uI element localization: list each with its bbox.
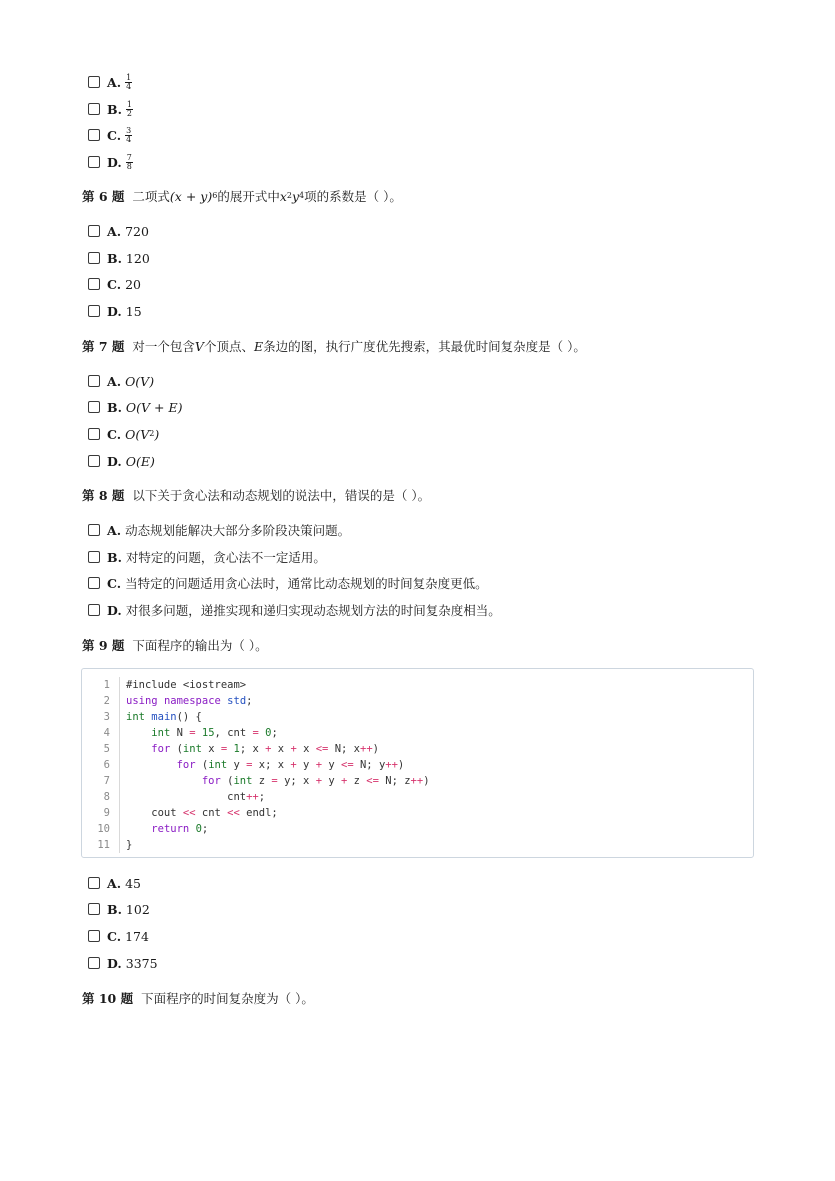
q7-option-d[interactable]: D. O(E)	[88, 452, 155, 470]
code-line: #include <iostream>	[126, 679, 247, 691]
q9-option-b[interactable]: B. 102	[88, 900, 150, 918]
checkbox[interactable]	[88, 524, 100, 536]
checkbox[interactable]	[88, 103, 100, 115]
q9-option-d[interactable]: D. 3375	[88, 954, 158, 972]
option-letter: B.	[107, 101, 122, 117]
fraction: $\frac{1}{4}$	[126, 72, 132, 91]
fraction: $\frac{1}{2}$	[126, 99, 133, 118]
q7-option-b[interactable]: B. O(V + E)	[88, 398, 183, 416]
q5-option-a[interactable]	[88, 73, 132, 91]
checkbox[interactable]	[88, 604, 100, 616]
checkbox[interactable]	[88, 252, 100, 264]
q7-option-c[interactable]: C. O(V 2 )	[88, 425, 159, 443]
checkbox[interactable]	[88, 903, 100, 915]
code-line: for (int z = y; x + y + z <= N; z++)	[201, 775, 430, 787]
code-line: cout << cnt << endl;	[126, 807, 278, 819]
q6-option-d[interactable]: D. 15	[88, 302, 142, 320]
gutter-divider	[119, 677, 120, 853]
code-line: for (int x = 1; x + x + x <= N; x++)	[151, 743, 379, 755]
question-number: 第 10 题	[82, 991, 134, 1006]
q8-option-a[interactable]: A. 动态规划能解决大部分多阶段决策问题。	[88, 521, 350, 539]
code-line: int N = 15, cnt = 0;	[151, 727, 278, 739]
question-number: 第 9 题	[82, 638, 125, 653]
checkbox[interactable]	[88, 156, 100, 168]
checkbox[interactable]	[88, 76, 100, 88]
q5-option-d[interactable]	[88, 153, 133, 171]
question-number: 第 8 题	[82, 488, 125, 503]
code-line: int main() {	[126, 711, 202, 723]
q5-option-b[interactable]	[88, 100, 133, 118]
checkbox[interactable]	[88, 551, 100, 563]
checkbox[interactable]	[88, 401, 100, 413]
option-letter: C.	[107, 127, 122, 143]
question-9: 第 9 题 下面程序的输出为（ ）。	[82, 638, 268, 653]
checkbox[interactable]	[88, 455, 100, 467]
fraction: $\frac{7}{8}$	[126, 152, 132, 171]
q8-option-b[interactable]: B. 对特定的问题，贪心法不一定适用。	[88, 548, 326, 566]
q9-option-a[interactable]: A. 45	[88, 874, 141, 892]
q7-option-a[interactable]: A. O(V)	[88, 372, 154, 390]
question-number: 第 7 题	[82, 339, 125, 354]
checkbox[interactable]	[88, 957, 100, 969]
question-6: 第 6 题 二项式 (x + y) 6 的展开式中 x 2 y 4 项的系数是（ ）。	[82, 188, 402, 204]
fraction: $\frac{3}{4}$	[126, 125, 132, 144]
q9-option-c[interactable]: C. 174	[88, 927, 149, 945]
checkbox[interactable]	[88, 577, 100, 589]
q6-option-b[interactable]: B. 120	[88, 249, 150, 267]
q6-option-c[interactable]: C. 20	[88, 275, 141, 293]
checkbox[interactable]	[88, 305, 100, 317]
q8-option-d[interactable]: D. 对很多问题，递推实现和递归实现动态规划方法的时间复杂度相当。	[88, 601, 501, 619]
q6-option-a[interactable]: A. 720	[88, 222, 149, 240]
checkbox[interactable]	[88, 877, 100, 889]
code-line: using namespace std;	[126, 695, 253, 707]
line-numbers: 1 2 3 4 5 6 7 8 9 10 11	[97, 679, 110, 851]
checkbox[interactable]	[88, 278, 100, 290]
option-letter: A.	[107, 74, 122, 90]
code-line: }	[126, 839, 133, 851]
q5-option-c[interactable]	[88, 126, 132, 144]
checkbox[interactable]	[88, 428, 100, 440]
code-block	[81, 668, 754, 858]
question-8: 第 8 题 以下关于贪心法和动态规划的说法中，错误的是（ ）。	[82, 488, 431, 503]
code-line: for (int y = x; x + y + y <= N; y++)	[176, 759, 405, 771]
question-number: 第 6 题	[82, 189, 125, 204]
code-line: cnt++;	[126, 791, 266, 803]
checkbox[interactable]	[88, 129, 100, 141]
checkbox[interactable]	[88, 375, 100, 387]
code-lines	[126, 677, 430, 853]
question-10: 第 10 题 下面程序的时间复杂度为（ ）。	[82, 991, 314, 1006]
checkbox[interactable]	[88, 225, 100, 237]
question-7: 第 7 题 对一个包含 V 个顶点、 E 条边的图，执行广度优先搜索，其最优时间复杂度是（ ）。	[82, 338, 586, 354]
option-letter: D.	[107, 154, 122, 170]
code-line: return 0;	[151, 823, 209, 835]
q8-option-c[interactable]: C. 当特定的问题适用贪心法时，通常比动态规划的时间复杂度更低。	[88, 574, 488, 592]
checkbox[interactable]	[88, 930, 100, 942]
